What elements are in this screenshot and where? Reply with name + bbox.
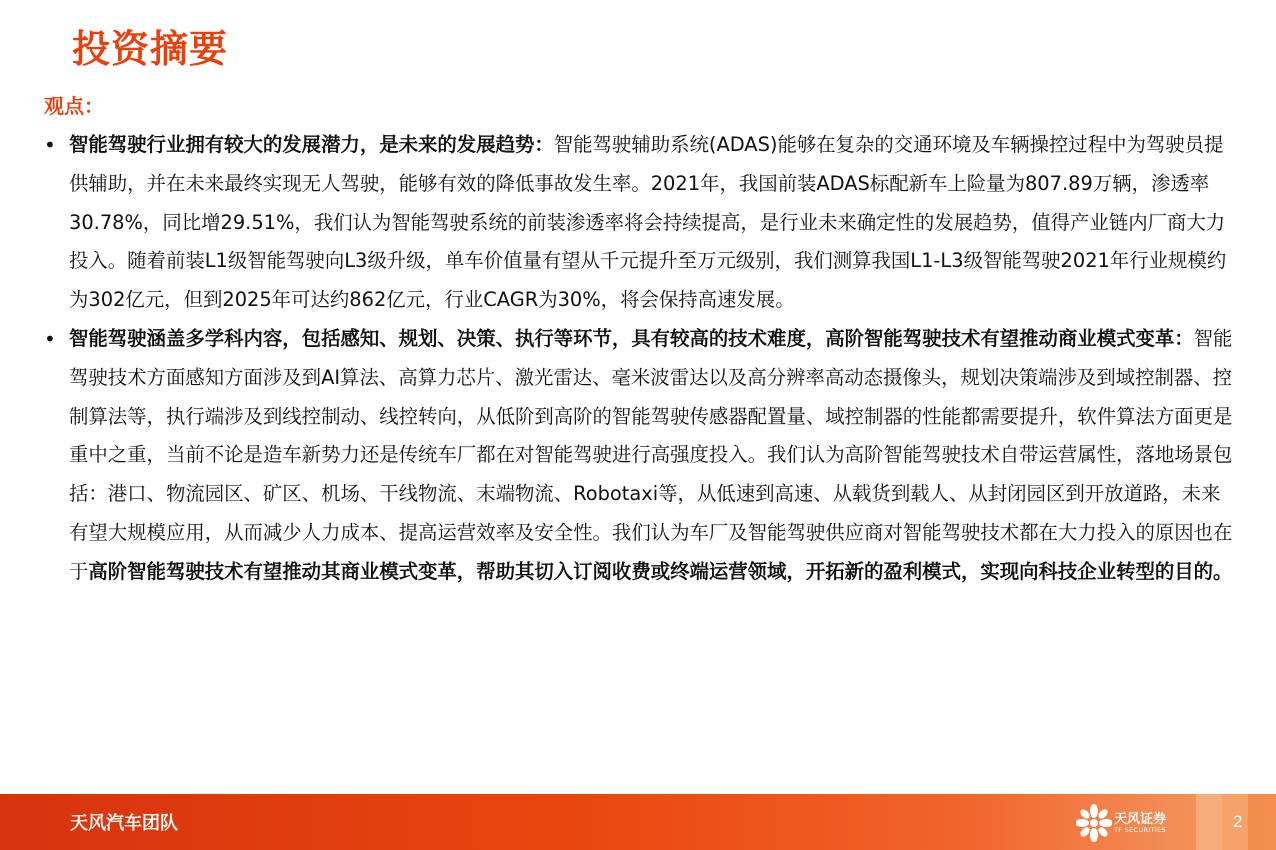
bullet-marker: • xyxy=(44,326,56,351)
bullet-item xyxy=(44,126,1234,320)
bullet-list xyxy=(44,126,1234,592)
bullet-bold-tail: 高阶智能驾驶技术有望推动其商业模式变革，帮助其切入订阅收费或终端运营领域，开拓新的盈利模式，实现向科技企业转型的目的。 xyxy=(88,559,1233,583)
bullet-marker: • xyxy=(44,133,56,157)
bullet-body: 智能驾驶技术方面感知方面涉及到AI算法、高算力芯片、激光雷达、毫米波雷达以及高分辨率高动态摄像头，规划决策端涉及到域控制器、控制算法等，执行端涉及到线控制动、线控转向，从低阶到高阶的智能驾驶传感器配置量、域控制器的性能都需要提升，软件算法方面更是重中之重，当前不论是造车新势力还是传统车厂都在对智能驾驶进行高强度投入。我们认为高阶智能驾驶技术自带运营属性，落地场景包括：港口、物流园区、矿区、机场、干线物流、末端物流、Robotaxi等，从低速到高速、从载货到载人、从封闭园区到开放道路，未来有望大规模应用，从而减少人力成本、提高运营效率及安全性。我们认为车厂及智能驾驶供应商对智能驾驶技术都在大力投入的原因也在于 xyxy=(69,326,1233,583)
section-subtitle: 观点： xyxy=(44,94,104,118)
bullet-item xyxy=(44,320,1234,592)
bullet-bold-lead: 智能驾驶行业拥有较大的发展潜力，是未来的发展趋势： xyxy=(69,133,554,156)
logo-name: 天风证券 xyxy=(1114,812,1167,827)
flower-logo-icon xyxy=(1076,803,1112,843)
footer-bar xyxy=(0,794,1276,850)
logo-subtitle: TF SECURITIES xyxy=(1114,826,1166,834)
page-title: 投资摘要 xyxy=(72,27,229,71)
bullet-bold-lead: 智能驾驶涵盖多学科内容，包括感知、规划、决策、执行等环节，具有较高的技术难度，高阶智能驾驶技术有望推动商业模式变革： xyxy=(69,326,1194,350)
page-number: 2 xyxy=(1233,812,1243,831)
footer-team-name: 天风汽车团队 xyxy=(70,813,178,834)
bullet-body: 智能驾驶辅助系统(ADAS)能够在复杂的交通环境及车辆操控过程中为驾驶员提供辅助，并在未来最终实现无人驾驶，能够有效的降低事故发生率。2021年，我国前装ADAS标配新车上险量为807.89万辆，渗透率30.78%，同比增29.51%，我们认为智能驾驶系统的前装渗透率将会持续提高，是行业未来确定性的发展趋势，值得产业链内厂商大力投入。随着前装L1级智能驾驶向L3级升级，单车价值量有望从千元提升至万元级别，我们测算我国L1-L3级智能驾驶2021年行业规模约为302亿元，但到2025年可达约862亿元，行业CAGR为30%，将会保持高速发展。 xyxy=(69,133,1227,312)
company-logo xyxy=(1076,802,1196,844)
